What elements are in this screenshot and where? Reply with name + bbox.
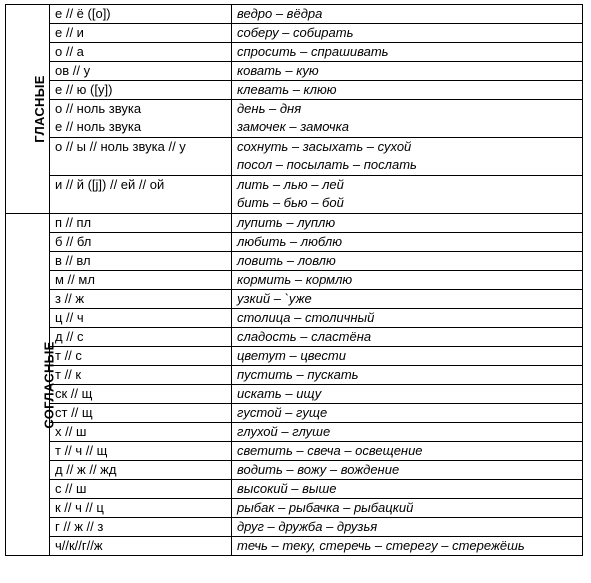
table-row [6, 423, 583, 442]
alternation-cell [50, 290, 232, 309]
example-cell [232, 100, 583, 138]
example-text: друг – дружба – друзья [237, 519, 378, 534]
alternation-text: е // ноль звука [55, 119, 142, 134]
alternation-cell [50, 347, 232, 366]
group-label-consonants: СОГЛАСНЫЕ [41, 340, 57, 429]
table-row [6, 24, 583, 43]
alternation-cell [50, 328, 232, 347]
example-text: высокий – выше [237, 481, 337, 496]
alternation-text: к // ч // ц [55, 500, 104, 515]
alternation-cell [50, 537, 232, 556]
example-text: глухой – глуше [237, 424, 331, 439]
alternation-text: х // ш [55, 424, 87, 439]
example-text: течь – теку, стеречь – стерегу – стережёшь [237, 538, 525, 553]
table-row [6, 328, 583, 347]
alternation-cell [50, 404, 232, 423]
alternation-text: ов // у [55, 63, 91, 78]
table-row [6, 518, 583, 537]
group-label-vowels: ГЛАСНЫЕ [31, 75, 47, 143]
example-cell [232, 252, 583, 271]
table-row [6, 442, 583, 461]
alternation-cell [50, 176, 232, 214]
table-row [6, 138, 583, 176]
example-text: лить – лью – лей [237, 177, 344, 192]
table-row [6, 214, 583, 233]
alternation-text: с // ш [55, 481, 87, 496]
alternation-cell [50, 518, 232, 537]
example-text: ковать – кую [237, 63, 319, 78]
example-cell [232, 176, 583, 214]
alternation-text: ц // ч [55, 310, 84, 325]
example-cell [232, 214, 583, 233]
alternation-text: о // ноль звука [55, 101, 142, 116]
alternation-cell [50, 43, 232, 62]
example-cell [232, 43, 583, 62]
table-row [6, 271, 583, 290]
alternation-cell [50, 385, 232, 404]
example-cell [232, 537, 583, 556]
alternation-text: е // ю ([у]) [55, 82, 113, 97]
table-row [6, 233, 583, 252]
table-row [6, 537, 583, 556]
alternation-cell [50, 5, 232, 24]
alternation-cell [50, 138, 232, 176]
table-body [6, 5, 583, 556]
alternation-text: в // вл [55, 253, 91, 268]
alternation-cell [50, 423, 232, 442]
alternation-cell [50, 309, 232, 328]
example-cell [232, 347, 583, 366]
table-row [6, 385, 583, 404]
table-row [6, 62, 583, 81]
alternation-text: о // ы // ноль звука // у [55, 139, 186, 154]
table-row [6, 252, 583, 271]
table-row [6, 404, 583, 423]
alternation-text: о // а [55, 44, 84, 59]
example-text: соберу – собирать [237, 25, 354, 40]
example-text: ловить – ловлю [237, 253, 336, 268]
example-text: сладость – сластёна [237, 329, 372, 344]
group-cell [6, 214, 57, 556]
example-text: рыбак – рыбачка – рыбацкий [237, 500, 414, 515]
alternation-cell [50, 442, 232, 461]
example-text: любить – люблю [237, 234, 343, 249]
alternation-cell [50, 366, 232, 385]
example-text: водить – вожу – вождение [237, 462, 400, 477]
alternation-cell [50, 480, 232, 499]
alternation-text: ч//к//г//ж [55, 538, 103, 553]
alternation-text: т // с [55, 348, 82, 363]
example-cell [232, 385, 583, 404]
alternation-cell [50, 252, 232, 271]
alternation-cell [50, 214, 232, 233]
alternation-text: е // ё ([о]) [55, 6, 111, 21]
example-cell [232, 62, 583, 81]
table-row [6, 366, 583, 385]
table-row [6, 81, 583, 100]
example-text: спросить – спрашивать [237, 44, 389, 59]
example-cell [232, 309, 583, 328]
example-text: кормить – кормлю [237, 272, 353, 287]
alternation-cell [50, 62, 232, 81]
example-text: замочек – замочка [237, 119, 350, 134]
alternation-text: д // с [55, 329, 84, 344]
example-cell [232, 442, 583, 461]
alternation-text: м // мл [55, 272, 95, 287]
alternation-cell [50, 24, 232, 43]
example-cell [232, 518, 583, 537]
group-cell [6, 5, 50, 214]
table-row [6, 5, 583, 24]
alternation-text: ск // щ [55, 386, 93, 401]
example-text: столица – столичный [237, 310, 375, 325]
example-text: цветут – цвести [237, 348, 346, 363]
example-cell [232, 290, 583, 309]
example-text: пустить – пускать [237, 367, 359, 382]
alternation-cell [50, 81, 232, 100]
example-text: бить – бью – бой [237, 195, 344, 210]
alternation-cell [50, 461, 232, 480]
example-cell [232, 138, 583, 176]
example-text: посол – посылать – послать [237, 157, 417, 172]
table-row [6, 347, 583, 366]
alternation-text: з // ж [55, 291, 85, 306]
table-row [6, 290, 583, 309]
example-text: лупить – луплю [237, 215, 336, 230]
example-cell [232, 328, 583, 347]
example-cell [232, 5, 583, 24]
table-row [6, 176, 583, 214]
example-cell [232, 480, 583, 499]
example-cell [232, 24, 583, 43]
example-text: густой – гуще [237, 405, 328, 420]
example-text: сохнуть – засыхать – сухой [237, 139, 412, 154]
table-row [6, 43, 583, 62]
example-cell [232, 81, 583, 100]
alternation-text: д // ж // жд [55, 462, 117, 477]
example-text: светить – свеча – освещение [237, 443, 423, 458]
example-cell [232, 423, 583, 442]
table-row [6, 461, 583, 480]
alternation-text: и // й ([j]) // ей // ой [55, 177, 165, 192]
alternations-table [5, 4, 583, 556]
alternation-text: ст // щ [55, 405, 93, 420]
alternation-cell [50, 271, 232, 290]
alternation-text: е // и [55, 25, 84, 40]
alternation-text: т // к [55, 367, 82, 382]
example-text: день – дня [237, 101, 302, 116]
alternation-text: г // ж // з [55, 519, 104, 534]
example-text: искать – ищу [237, 386, 322, 401]
alternation-cell [50, 100, 232, 138]
alternation-text: б // бл [55, 234, 92, 249]
alternation-cell [50, 499, 232, 518]
example-cell [232, 271, 583, 290]
table-row [6, 100, 583, 138]
example-cell [232, 461, 583, 480]
example-text: клевать – клюю [237, 82, 337, 97]
alternation-cell [50, 233, 232, 252]
example-text: узкий – `уже [237, 291, 312, 306]
example-cell [232, 404, 583, 423]
table-row [6, 480, 583, 499]
example-cell [232, 233, 583, 252]
alternation-text: п // пл [55, 215, 92, 230]
alternation-text: т // ч // щ [55, 443, 108, 458]
example-text: ведро – вёдра [237, 6, 323, 21]
table-row [6, 309, 583, 328]
example-cell [232, 499, 583, 518]
table-row [6, 499, 583, 518]
example-cell [232, 366, 583, 385]
